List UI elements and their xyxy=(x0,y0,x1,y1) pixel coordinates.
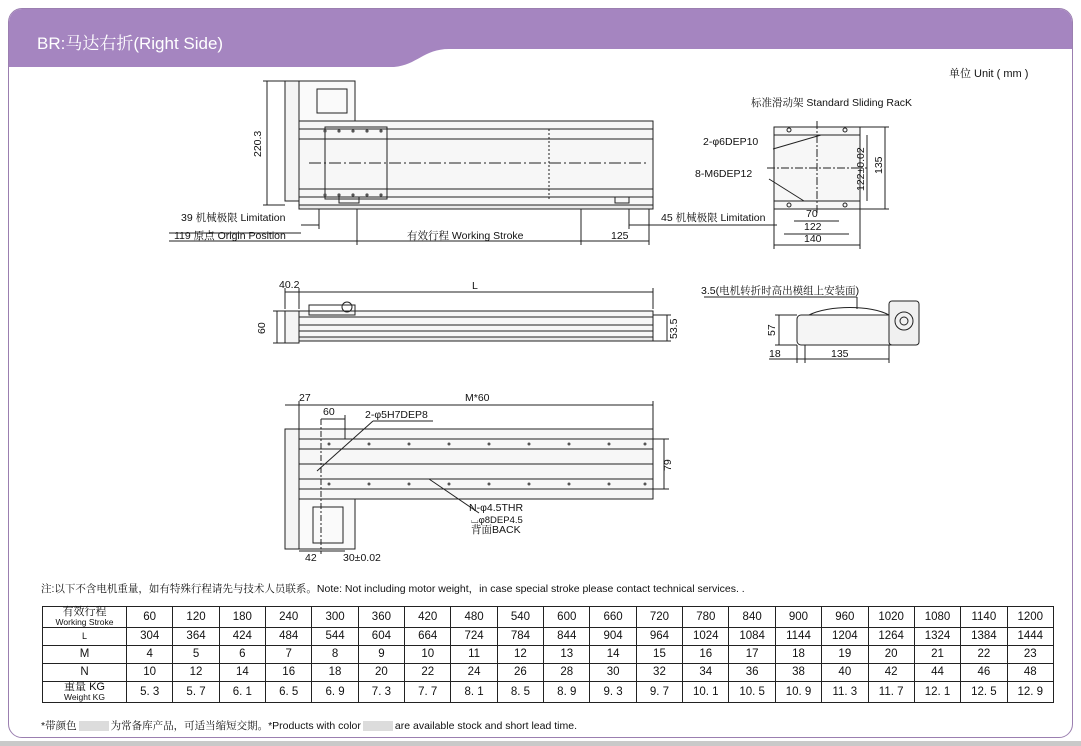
stock-note-part1: *带颜色 xyxy=(41,720,77,732)
dim-limit-right: 45 机械极限 Limitation xyxy=(661,212,766,224)
table-cell: 12 xyxy=(173,664,219,682)
table-cell: 900 xyxy=(775,607,821,628)
spec-table xyxy=(42,606,1054,703)
table-cell: 1140 xyxy=(961,607,1007,628)
table-cell: 8 xyxy=(312,646,358,664)
table-cell: 604 xyxy=(358,628,404,646)
color-swatch xyxy=(363,721,393,731)
dim-M60: M*60 xyxy=(465,392,490,404)
table-cell: 22 xyxy=(405,664,451,682)
dim-57: 57 xyxy=(766,324,778,336)
table-cell: 18 xyxy=(775,646,821,664)
table-cell: 5. 7 xyxy=(173,682,219,703)
table-cell: 6. 9 xyxy=(312,682,358,703)
dim-back: 背面BACK xyxy=(471,524,521,536)
table-cell: 424 xyxy=(219,628,265,646)
side-view-drawing xyxy=(273,288,671,343)
stock-note-part3: are available stock and short lead time. xyxy=(394,720,577,732)
dim-122-002: 122±0.02 xyxy=(855,147,867,191)
table-cell: 304 xyxy=(127,628,173,646)
rack-view-drawing xyxy=(767,121,889,249)
dim-42: 42 xyxy=(305,552,317,564)
table-cell: 20 xyxy=(868,646,914,664)
table-cell: 180 xyxy=(219,607,265,628)
table-cell: 1144 xyxy=(775,628,821,646)
dim-140: 140 xyxy=(804,233,822,245)
unit-label: 单位 Unit ( mm ) xyxy=(949,68,1029,80)
table-cell: 22 xyxy=(961,646,1007,664)
dim-30: 30±0.02 xyxy=(343,552,381,564)
table-cell: 9 xyxy=(358,646,404,664)
table-cell: 26 xyxy=(497,664,543,682)
table-cell: 13 xyxy=(544,646,590,664)
dim-70: 70 xyxy=(806,208,818,220)
color-swatch xyxy=(79,721,109,731)
table-cell: 120 xyxy=(173,607,219,628)
table-cell: 840 xyxy=(729,607,775,628)
dim-60: 60 xyxy=(256,322,268,334)
table-cell: 1384 xyxy=(961,628,1007,646)
table-cell: 21 xyxy=(914,646,960,664)
table-cell: 8. 1 xyxy=(451,682,497,703)
table-cell: 32 xyxy=(636,664,682,682)
dim-135-end: 135 xyxy=(831,348,849,360)
table-cell: 12. 5 xyxy=(961,682,1007,703)
table-cell: 36 xyxy=(729,664,775,682)
table-cell: 904 xyxy=(590,628,636,646)
table-cell: 9. 7 xyxy=(636,682,682,703)
table-cell: 5 xyxy=(173,646,219,664)
dim-L: L xyxy=(472,280,478,292)
table-cell: 8. 5 xyxy=(497,682,543,703)
dim-122: 122 xyxy=(804,221,822,233)
dim-stroke: 有效行程 Working Stroke xyxy=(407,230,524,242)
end-view-drawing xyxy=(704,297,919,363)
table-cell: 16 xyxy=(683,646,729,664)
document-frame xyxy=(8,8,1073,738)
table-cell: 23 xyxy=(1007,646,1053,664)
table-cell: 1020 xyxy=(868,607,914,628)
table-cell: 364 xyxy=(173,628,219,646)
table-cell: 17 xyxy=(729,646,775,664)
table-cell: 12 xyxy=(497,646,543,664)
header-n: N xyxy=(43,664,127,682)
dim-threads: 8-M6DEP12 xyxy=(695,168,753,180)
table-cell: 1084 xyxy=(729,628,775,646)
table-cell: 1264 xyxy=(868,628,914,646)
dim-thr: N-φ4.5THR xyxy=(469,502,524,514)
table-cell: 9. 3 xyxy=(590,682,636,703)
table-cell: 664 xyxy=(405,628,451,646)
table-cell: 544 xyxy=(312,628,358,646)
table-cell: 6. 1 xyxy=(219,682,265,703)
dim-220-3: 220.3 xyxy=(252,130,264,157)
dim-3-5-note: 3.5(电机转折时高出模组上安装面) xyxy=(701,285,860,297)
table-cell: 18 xyxy=(312,664,358,682)
table-cell: 60 xyxy=(127,607,173,628)
table-cell: 46 xyxy=(961,664,1007,682)
table-cell: 780 xyxy=(683,607,729,628)
table-cell: 480 xyxy=(451,607,497,628)
dim-pin-60: 60 xyxy=(323,406,335,418)
table-cell: 6. 5 xyxy=(266,682,312,703)
table-cell: 4 xyxy=(127,646,173,664)
table-cell: 6 xyxy=(219,646,265,664)
table-cell: 540 xyxy=(497,607,543,628)
table-cell: 724 xyxy=(451,628,497,646)
table-cell: 484 xyxy=(266,628,312,646)
table-cell: 30 xyxy=(590,664,636,682)
dim-27: 27 xyxy=(299,392,311,404)
row-weight xyxy=(43,682,1054,703)
stock-note xyxy=(41,718,577,733)
row-n xyxy=(43,664,1054,682)
technical-drawings xyxy=(9,9,1073,569)
table-cell: 14 xyxy=(219,664,265,682)
table-cell: 300 xyxy=(312,607,358,628)
table-cell: 1204 xyxy=(822,628,868,646)
table-cell: 720 xyxy=(636,607,682,628)
table-cell: 10. 1 xyxy=(683,682,729,703)
dim-125: 125 xyxy=(611,230,629,242)
dim-holes: 2-φ6DEP10 xyxy=(703,136,759,148)
table-cell: 1324 xyxy=(914,628,960,646)
table-cell: 10 xyxy=(127,664,173,682)
table-cell: 38 xyxy=(775,664,821,682)
table-cell: 14 xyxy=(590,646,636,664)
header-stroke: 有效行程 Working Stroke xyxy=(43,607,127,628)
row-l xyxy=(43,628,1054,646)
table-cell: 34 xyxy=(683,664,729,682)
table-cell: 10. 9 xyxy=(775,682,821,703)
stock-note-part2: 为常备库产品，可适当缩短交期。*Products with color xyxy=(110,720,361,732)
header-m: M xyxy=(43,646,127,664)
table-cell: 42 xyxy=(868,664,914,682)
page-title: BR:马达右折(Right Side) xyxy=(37,34,224,53)
table-cell: 844 xyxy=(544,628,590,646)
table-cell: 24 xyxy=(451,664,497,682)
table-cell: 48 xyxy=(1007,664,1053,682)
table-cell: 8. 9 xyxy=(544,682,590,703)
table-cell: 11. 3 xyxy=(822,682,868,703)
dim-18: 18 xyxy=(769,348,781,360)
table-cell: 1080 xyxy=(914,607,960,628)
table-cell: 11 xyxy=(451,646,497,664)
row-m xyxy=(43,646,1054,664)
table-cell: 40 xyxy=(822,664,868,682)
rack-title: 标准滑动架 Standard Sliding RacK xyxy=(751,97,913,109)
table-cell: 1200 xyxy=(1007,607,1053,628)
dim-pins: 2-φ5H7DEP8 xyxy=(365,409,428,421)
dim-40-2: 40.2 xyxy=(279,279,300,291)
table-cell: 784 xyxy=(497,628,543,646)
table-cell: 240 xyxy=(266,607,312,628)
weight-note: 注:以下不含电机重量，如有特殊行程请先与技术人员联系。Note: Not including motor weight，in case special stroke please contact technical services. . xyxy=(41,583,745,595)
table-cell: 420 xyxy=(405,607,451,628)
table-cell: 7 xyxy=(266,646,312,664)
dim-origin: 119 原点 Origin Position xyxy=(174,230,286,242)
dim-135: 135 xyxy=(873,156,885,174)
header-l: L xyxy=(43,628,127,646)
table-cell: 12. 9 xyxy=(1007,682,1053,703)
dim-79: 79 xyxy=(662,459,674,471)
table-cell: 7. 3 xyxy=(358,682,404,703)
bottom-strip xyxy=(0,741,1081,746)
table-cell: 5. 3 xyxy=(127,682,173,703)
table-cell: 11. 7 xyxy=(868,682,914,703)
table-cell: 1444 xyxy=(1007,628,1053,646)
table-cell: 15 xyxy=(636,646,682,664)
dim-limit-left: 39 机械极限 Limitation xyxy=(181,212,286,224)
table-cell: 12. 1 xyxy=(914,682,960,703)
table-cell: 10 xyxy=(405,646,451,664)
table-cell: 1024 xyxy=(683,628,729,646)
table-cell: 7. 7 xyxy=(405,682,451,703)
row-stroke xyxy=(43,607,1054,628)
table-cell: 20 xyxy=(358,664,404,682)
table-cell: 660 xyxy=(590,607,636,628)
table-cell: 16 xyxy=(266,664,312,682)
table-cell: 10. 5 xyxy=(729,682,775,703)
table-cell: 360 xyxy=(358,607,404,628)
table-cell: 964 xyxy=(636,628,682,646)
table-cell: 600 xyxy=(544,607,590,628)
table-cell: 28 xyxy=(544,664,590,682)
dim-53-5: 53.5 xyxy=(668,318,680,339)
table-cell: 960 xyxy=(822,607,868,628)
dim-cbore: ⌴φ8DEP4.5 xyxy=(471,515,523,526)
table-cell: 44 xyxy=(914,664,960,682)
table-cell: 19 xyxy=(822,646,868,664)
header-weight: 重量 KG Weight KG xyxy=(43,682,127,703)
